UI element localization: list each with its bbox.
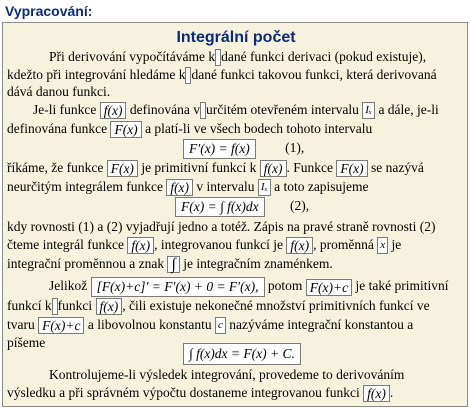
text-line [7, 179, 369, 196]
text-line [7, 237, 401, 254]
math-fx[interactable]: f(x) [286, 237, 313, 254]
math-Fx[interactable]: F(x) [336, 160, 367, 177]
formula-line [183, 139, 304, 159]
text: definována v [129, 102, 200, 117]
text: Jelikož [49, 278, 88, 294]
text: a dále, je-li [378, 102, 439, 117]
text: Při derivování vypočítáváme k [49, 49, 216, 64]
text-line [49, 277, 448, 297]
text-line [7, 317, 413, 334]
text-line: kdy rovnosti (1) a (2) vyjadřují jedno a totéž. Zápis na pravé straně rovnosti (2) [7, 219, 436, 234]
text: nazýváme integrační konstantou a [229, 317, 414, 332]
text: se nazývá [371, 160, 424, 175]
text: , proměnná [313, 237, 374, 252]
text: v intervalu [196, 179, 255, 194]
formula-number: (1), [285, 140, 305, 156]
text: integrační proměnnou a znak [7, 256, 165, 271]
document-panel [2, 22, 468, 407]
text: definována funkce [7, 121, 108, 136]
text: [F(x)+c]′ [96, 279, 149, 294]
text: kdežto při integrování hledáme k [7, 67, 186, 82]
text-line [7, 121, 372, 138]
math-fx[interactable]: f(x) [260, 160, 287, 177]
math-Fx[interactable]: F(x) [110, 121, 141, 138]
math-Fxc[interactable]: F(x)+c [306, 279, 352, 296]
text: dané funkci derivaci (pokud existuje), [221, 49, 427, 64]
math-derivative[interactable] [91, 277, 265, 297]
math-fx[interactable]: f(x) [363, 385, 390, 402]
text: ∫ f(x)dx [220, 199, 259, 214]
text-line [7, 67, 437, 84]
math-x[interactable]: x [377, 237, 388, 254]
text-line: píšeme [7, 335, 46, 350]
text: a toto zapisujeme [274, 179, 369, 194]
text: a libovolnou konstantu [87, 317, 212, 332]
math-fx[interactable]: f(x) [100, 102, 127, 119]
math-Fxc[interactable]: F(x)+c [38, 317, 84, 334]
text: a platí-li ve všech bodech tohoto intervalu [145, 121, 373, 136]
text: výsledku a při správném výpočtu dostaneme integrovanou funkci [7, 385, 360, 400]
text: říkáme, že funkce [7, 160, 104, 175]
math-interval[interactable]: Iₓ [258, 179, 271, 196]
text-line [7, 298, 430, 315]
math-fx[interactable]: f(x) [166, 179, 193, 196]
text-line [7, 160, 424, 177]
formula-line [175, 197, 309, 217]
text: F(x) = [181, 199, 217, 214]
formula-1[interactable]: F′(x) = f(x) [183, 139, 256, 159]
header [0, 0, 470, 22]
text: je integračním znaménkem. [183, 256, 333, 271]
text: = F′(x) + 0 = F′(x), [151, 279, 259, 294]
text: . Funkce [286, 160, 334, 175]
math-integral-sign[interactable]: ∫ [167, 256, 179, 273]
formula-line [183, 343, 301, 365]
formula-2[interactable] [175, 197, 265, 217]
formula-3[interactable]: ∫ f(x)dx = F(x) + C. [183, 343, 301, 365]
formula-number: (2), [290, 198, 310, 214]
text: funkci [57, 298, 93, 313]
math-fx[interactable]: f(x) [96, 298, 123, 315]
text: , čili existuje nekonečné množství primitivních funkcí ve [122, 298, 430, 313]
math-fx[interactable]: f(x) [127, 237, 154, 254]
text: potom [267, 278, 303, 294]
text: určitém otevřeném intervalu [205, 102, 359, 117]
text: . [389, 385, 394, 400]
text: neurčitým integrálem funkce [7, 179, 163, 194]
text-line: dává danou funkci. [7, 84, 111, 99]
text: funkcí k [7, 298, 52, 313]
text: je primitivní funkcí k [141, 160, 257, 175]
text-line [49, 49, 426, 66]
text-line [7, 385, 393, 402]
text: , integrovanou funkcí je [154, 237, 284, 252]
math-c[interactable]: c [215, 317, 226, 334]
text: čteme integrál funkce [7, 237, 124, 252]
document-title: Integrální počet [176, 29, 296, 46]
text-line [33, 102, 439, 119]
section-heading: Vypracování: [5, 3, 93, 19]
math-Fx[interactable]: F(x) [107, 160, 138, 177]
text: dané funkci takovou funkci, která derivovaná [191, 67, 437, 82]
text-line: Kontrolujeme-li výsledek integrování, provedeme to derivováním [49, 367, 405, 382]
math-interval[interactable]: Iₓ [362, 102, 375, 119]
text: je [391, 237, 402, 252]
text: Je-li funkce [33, 102, 97, 117]
text-line [7, 256, 333, 273]
text: je také primitivní [355, 278, 449, 294]
text: tvaru [7, 317, 35, 332]
